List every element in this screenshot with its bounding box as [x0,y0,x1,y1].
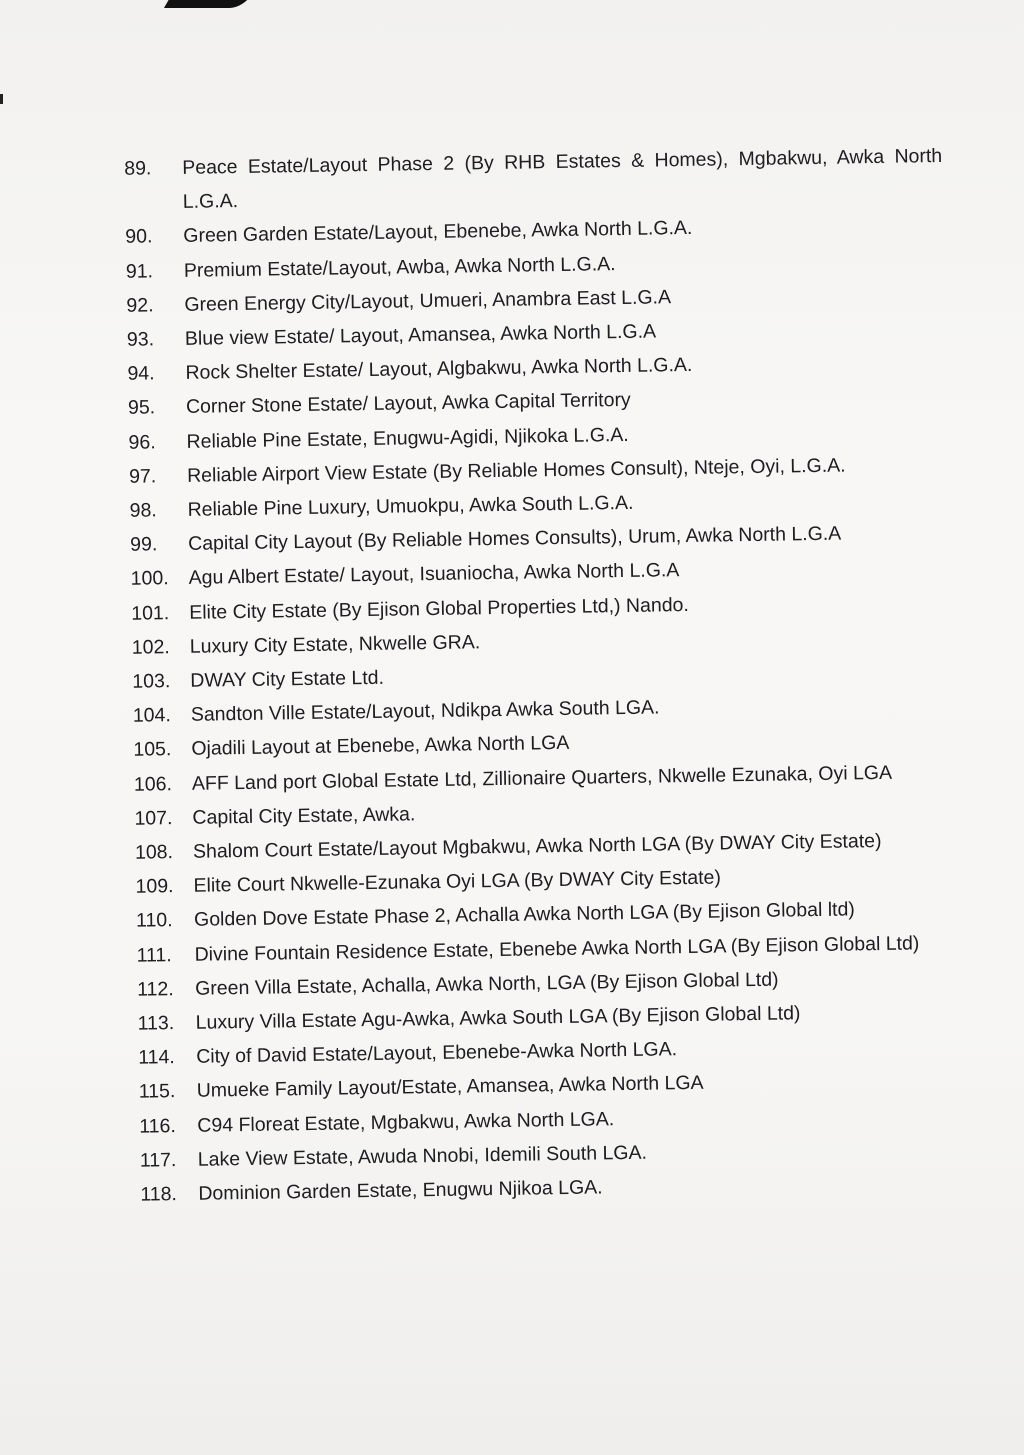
item-text: AFF Land port Global Estate Ltd, Zillionaire Quarters, Nkwelle Ezunaka, Oyi LGA [191,761,893,795]
item-text: Green Energy City/Layout, Umueri, Anambra East L.G.A [184,286,672,316]
item-text: Green Garden Estate/Layout, Ebenebe, Awka North L.G.A. [183,217,693,248]
item-text: Premium Estate/Layout, Awba, Awka North L.G.A. [183,252,616,282]
item-text: Ojadili Layout at Ebenebe, Awka North LGA [191,732,570,761]
item-number: 103. [132,670,171,693]
item-number: 91. [125,259,154,283]
item-text: Reliable Airport View Estate (By Reliable Homes Consult), Nteje, Oyi, L.G.A. [186,454,846,487]
item-number: 114. [138,1046,175,1069]
item-text: Golden Dove Estate Phase 2, Achalla Awka North LGA (By Ejison Global ltd) [193,898,856,932]
item-text: Blue view Estate/ Layout, Amansea, Awka North L.G.A [184,320,657,350]
item-number: 98. [129,499,157,522]
item-text: Umueke Family Layout/Estate, Amansea, Awka North LGA [196,1072,704,1103]
item-text: Dominion Garden Estate, Enugwu Njikoa LGA. [198,1176,603,1205]
item-number: 95. [127,396,156,420]
item-number: 97. [128,465,157,488]
item-number: 112. [136,977,174,1001]
estate-list [110,138,987,1212]
item-number: 109. [135,875,174,898]
item-number: 94. [127,362,155,385]
item-number: 93. [126,328,155,351]
item-text: Peace Estate/Layout Phase 2 (By RHB Estates & Homes), Mgbakwu, Awka North L.G.A. [182,144,943,214]
item-number: 116. [139,1114,176,1138]
item-text: DWAY City Estate Ltd. [190,666,385,692]
item-text: Elite City Estate (By Ejison Global Properties Ltd,) Nando. [189,593,689,624]
item-text: Elite Court Nkwelle-Ezunaka Oyi LGA (By DWAY City Estate) [193,866,722,898]
item-number: 99. [130,533,158,556]
item-text: Luxury City Estate, Nkwelle GRA. [189,631,481,658]
item-text: Capital City Estate, Awka. [192,803,416,829]
item-number: 90. [125,225,153,249]
item-number: 102. [131,635,170,659]
item-text: Corner Stone Estate/ Layout, Awka Capital Territory [185,389,631,419]
item-text: Sandton Ville Estate/Layout, Ndikpa Awka South LGA. [190,696,660,727]
item-text: Capital City Layout (By Reliable Homes Consults), Urum, Awka North L.G.A [187,522,842,556]
item-text: Agu Albert Estate/ Layout, Isuaniocha, Awka North L.G.A [188,559,680,590]
item-text: Green Villa Estate, Achalla, Awka North, LGA (By Ejison Global Ltd) [194,968,779,1000]
item-number: 110. [135,909,173,933]
item-text: Lake View Estate, Awuda Nnobi, Idemili South LGA. [197,1141,648,1171]
item-text: Rock Shelter Estate/ Layout, Algbakwu, Awka North L.G.A. [185,354,693,385]
item-number: 104. [132,704,171,727]
item-number: 100. [130,567,169,591]
item-number: 115. [138,1080,176,1104]
item-number: 118. [140,1183,178,1206]
item-number: 101. [131,601,170,625]
item-number: 105. [133,738,172,762]
item-text: City of David Estate/Layout, Ebenebe-Awka North LGA. [196,1038,678,1069]
item-text: Luxury Villa Estate Agu-Awka, Awka South LGA (By Ejison Global Ltd) [195,1002,801,1034]
item-number: 113. [137,1012,175,1035]
scan-corner-mark [164,0,252,8]
item-number: 107. [134,806,173,830]
item-number: 117. [139,1148,177,1172]
item-number: 92. [126,294,154,317]
item-number: 96. [128,430,156,454]
item-number: 108. [134,841,174,864]
item-number: 106. [133,772,173,796]
item-text: Reliable Pine Luxury, Umuokpu, Awka South L.G.A. [187,491,634,521]
item-text: Reliable Pine Estate, Enugwu-Agidi, Njikoka L.G.A. [186,423,629,453]
item-text: Shalom Court Estate/Layout Mgbakwu, Awka North LGA (By DWAY City Estate) [192,830,882,863]
item-text: C94 Floreat Estate, Mgbakwu, Awka North LGA. [197,1107,615,1137]
item-text: Divine Fountain Residence Estate, Ebenebe Awka North LGA (By Ejison Global Ltd) [194,932,920,966]
item-number: 89. [124,157,152,180]
item-number: 111. [136,943,172,967]
scan-edge-mark [0,94,3,104]
